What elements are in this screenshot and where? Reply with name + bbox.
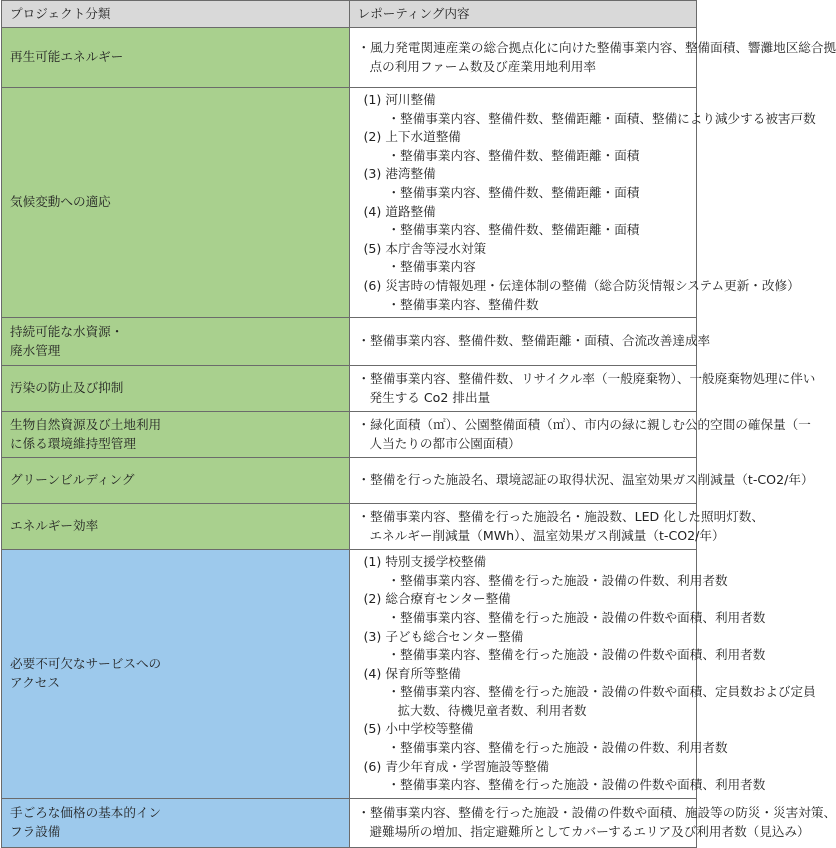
category-label: 汚染の防止及び抑制 — [10, 380, 124, 396]
subsection-heading: (1) 河川整備 — [363, 92, 436, 107]
category-cell — [2, 318, 350, 366]
category-label: 気候変動への適応 — [10, 194, 111, 210]
subsection-heading: (5) 小中学校等整備 — [363, 721, 474, 737]
subsection-heading: (6) 災害時の情報処理・伝達体制の整備（総合防災情報システム更新・改修） — [363, 277, 800, 293]
content-cell — [349, 88, 816, 318]
reporting-item: ・整備事業内容、整備件数、リサイクル率（一般廃棄物）、一般廃棄物処理に伴い — [357, 371, 816, 387]
reporting-item: ・整備事業内容、整備を行った施設・設備の件数や面積、定員数および定員 — [387, 684, 816, 700]
table-row — [2, 366, 697, 412]
subsection-heading: (3) 子ども総合センター整備 — [363, 628, 524, 644]
table-row — [2, 550, 697, 799]
table-row — [2, 412, 697, 458]
reporting-item: ・緑化面積（㎡）、公園整備面積（㎡）、市内の緑に親しむ公的空間の確保量（一 — [357, 417, 811, 433]
subsection-heading: (4) 道路整備 — [363, 203, 436, 219]
reporting-item: ・整備事業内容、整備を行った施設名・施設数、LED 化した照明灯数、 — [357, 509, 764, 525]
category-label: アクセス — [10, 674, 60, 690]
category-label: 持続可能な水資源・ — [10, 324, 124, 340]
table-body — [2, 28, 836, 848]
content-cell — [349, 366, 816, 412]
reporting-item: ・整備事業内容、整備を行った施設・設備の件数、利用者数 — [387, 740, 728, 756]
reporting-item: ・整備事業内容、整備を行った施設・設備の件数や面積、施設等の防災・災害対策、 — [357, 805, 836, 821]
content-cell — [349, 412, 811, 458]
subsection-heading: (4) 保育所等整備 — [363, 665, 461, 681]
reporting-item: ・整備事業内容 — [387, 259, 476, 275]
reporting-item: ・整備事業内容、整備件数、整備距離・面積 — [387, 184, 640, 200]
content-cell — [349, 318, 711, 366]
category-label: フラ設備 — [10, 823, 61, 839]
content-cell — [349, 504, 764, 550]
table-row — [2, 798, 697, 847]
category-cell — [2, 550, 350, 799]
category-cell — [2, 412, 350, 458]
header-content: レポーティング内容 — [349, 1, 697, 28]
category-cell — [2, 504, 350, 550]
reporting-item: 発生する Co2 排出量 — [369, 389, 491, 405]
reporting-item: ・風力発電関連産業の総合拠点化に向けた整備事業内容、整備面積、響灘地区総合拠 — [357, 39, 836, 55]
reporting-item: ・整備事業内容、整備件数、整備距離・面積 — [387, 222, 640, 238]
table-row — [2, 504, 697, 550]
reporting-item: ・整備事業内容、整備を行った施設・設備の件数や面積、利用者数 — [387, 609, 766, 625]
reporting-item: 人当たりの都市公園面積） — [369, 435, 521, 451]
subsection-heading: (1) 特別支援学校整備 — [363, 554, 487, 570]
category-cell — [2, 366, 350, 412]
table-row — [2, 458, 697, 504]
header-category: プロジェクト分類 — [2, 1, 350, 28]
content-cell — [349, 458, 814, 504]
category-label: 廃水管理 — [10, 342, 61, 358]
reporting-item: ・整備事業内容、整備件数、整備距離・面積 — [387, 147, 640, 163]
content-cell — [349, 798, 836, 847]
reporting-item: ・整備事業内容、整備件数 — [387, 296, 539, 312]
category-cell — [2, 798, 350, 847]
reporting-item: 点の利用ファーム数及び産業用地利用率 — [369, 58, 596, 74]
content-cell — [349, 550, 816, 799]
subsection-heading: (5) 本庁舎等浸水対策 — [363, 240, 487, 256]
table-header-row — [2, 1, 697, 28]
subsection-heading: (6) 青少年育成・学習施設等整備 — [363, 758, 550, 774]
reporting-item: ・整備事業内容、整備件数、整備距離・面積、整備により減少する被害戸数 — [387, 110, 816, 126]
reporting-item: ・整備事業内容、整備を行った施設・設備の件数や面積、利用者数 — [387, 777, 766, 793]
table-row — [2, 88, 697, 318]
reporting-item: 避難場所の増加、指定避難所としてカバーするエリア及び利用者数（見込み） — [369, 823, 810, 839]
table-row — [2, 28, 697, 88]
reporting-item: 拡大数、待機児童者数、利用者数 — [397, 702, 587, 718]
reporting-item: ・整備事業内容、整備件数、整備距離・面積、合流改善達成率 — [357, 333, 711, 349]
category-label: 生物自然資源及び土地利用 — [10, 417, 162, 433]
subsection-heading: (2) 上下水道整備 — [363, 129, 461, 145]
table-row — [2, 318, 697, 366]
category-label: に係る環境維持型管理 — [10, 435, 136, 451]
reporting-item: ・整備事業内容、整備を行った施設・設備の件数、利用者数 — [387, 572, 728, 588]
reporting-table — [1, 0, 836, 848]
category-label: 必要不可欠なサービスへの — [10, 656, 162, 672]
category-label: 再生可能エネルギー — [10, 49, 124, 65]
subsection-heading: (3) 港湾整備 — [363, 166, 436, 182]
subsection-heading: (2) 総合療育センター整備 — [363, 591, 511, 607]
category-label: グリーンビルディング — [10, 472, 135, 488]
category-label: エネルギー効率 — [10, 518, 99, 534]
content-cell — [349, 28, 836, 88]
category-cell — [2, 28, 350, 88]
category-cell — [2, 88, 350, 318]
reporting-item: ・整備事業内容、整備を行った施設・設備の件数や面積、利用者数 — [387, 647, 766, 663]
reporting-item: ・整備を行った施設名、環境認証の取得状況、温室効果ガス削減量（t-CO2/年） — [357, 472, 814, 488]
category-cell — [2, 458, 350, 504]
reporting-item: エネルギー削減量（MWh）、温室効果ガス削減量（t-CO2/年） — [369, 527, 725, 543]
category-label: 手ごろな価格の基本的イン — [10, 805, 162, 821]
